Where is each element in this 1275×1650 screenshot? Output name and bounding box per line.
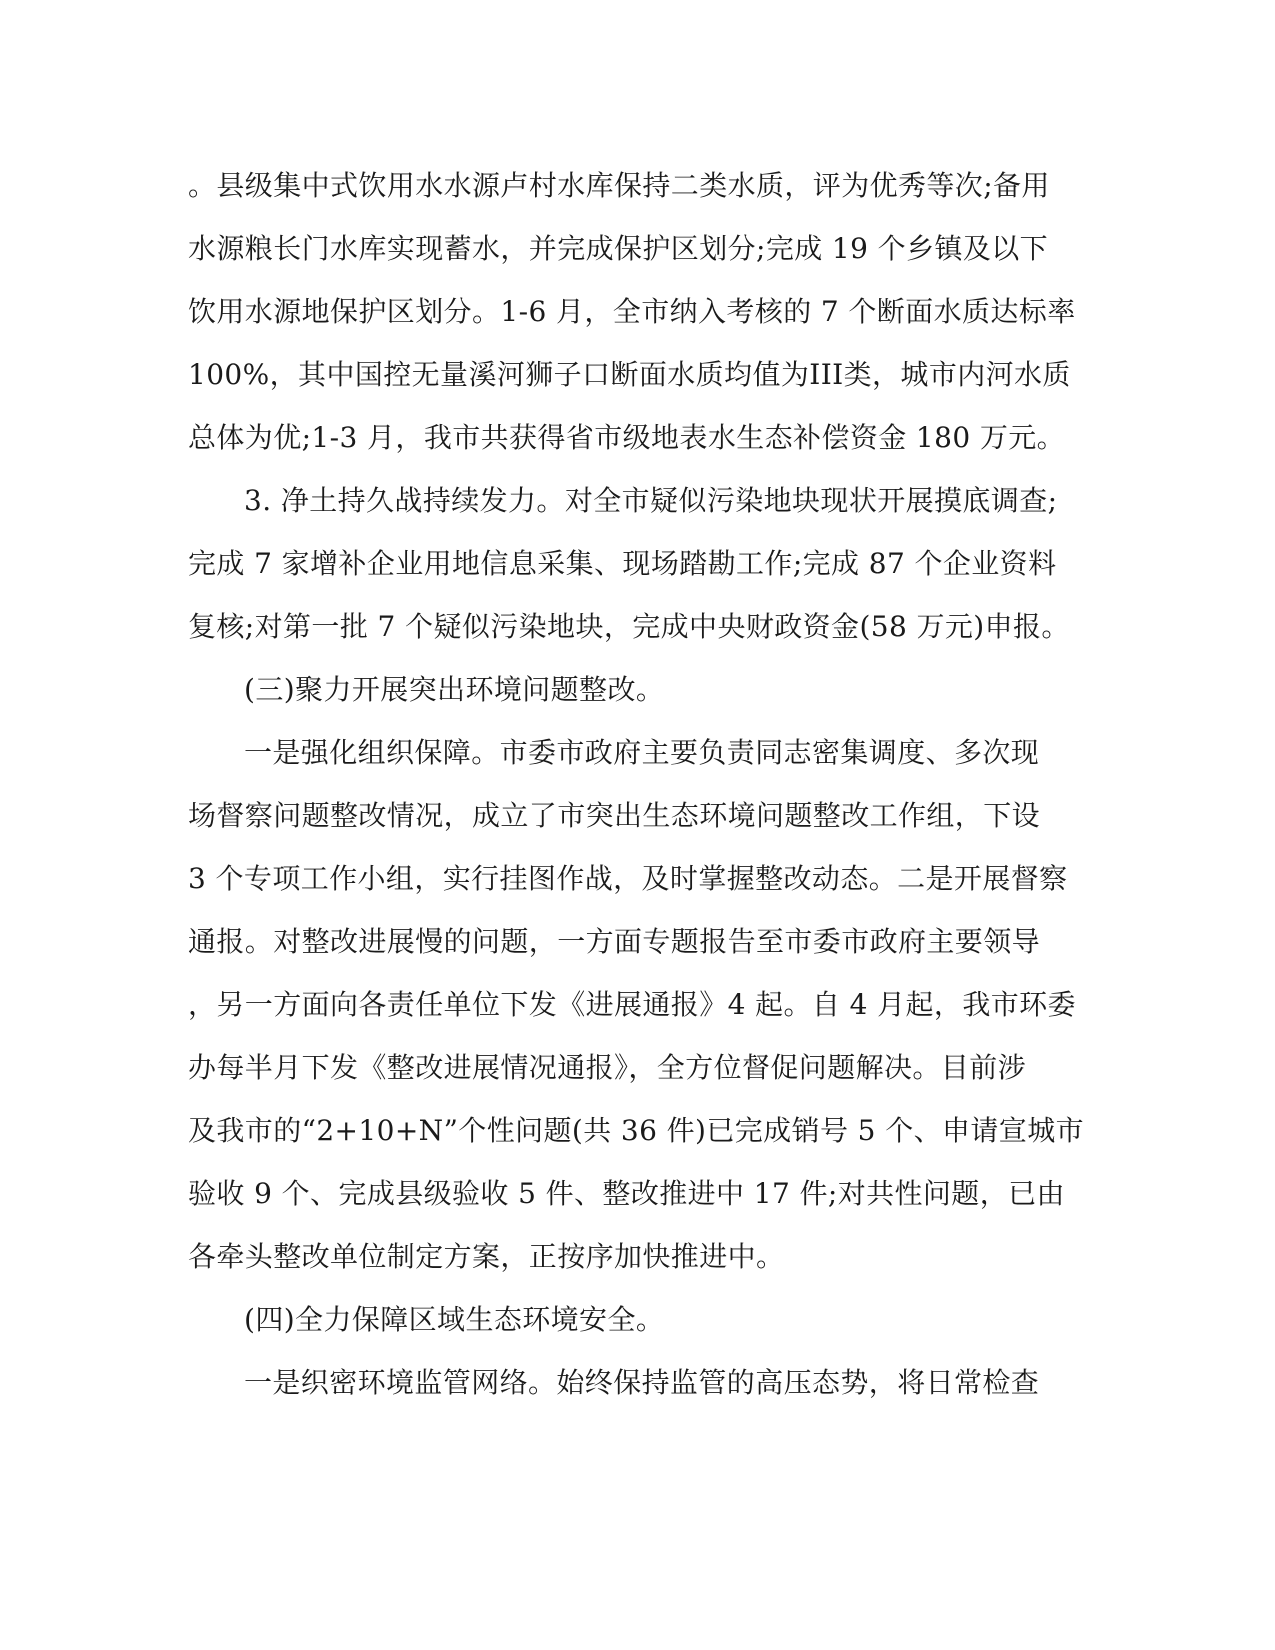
text-line: 饮用水源地保护区划分。1-6 月，全市纳入考核的 7 个断面水质达标率 [188, 295, 1076, 328]
text-line: 通报。对整改进展慢的问题，一方面专题报告至市委市政府主要领导 [188, 925, 1041, 958]
text-line: 复核;对第一批 7 个疑似污染地块，完成中央财政资金(58 万元)申报。 [188, 610, 1070, 643]
text-line: 各牵头整改单位制定方案，正按序加快推进中。 [188, 1240, 785, 1273]
text-line: 水源粮长门水库实现蓄水，并完成保护区划分;完成 19 个乡镇及以下 [188, 232, 1049, 265]
text-line: 100%，其中国控无量溪河狮子口断面水质均值为III类，城市内河水质 [188, 358, 1071, 391]
text-line: ，另一方面向各责任单位下发《进展通报》4 起。自 4 月起，我市环委 [188, 988, 1076, 1021]
text-line: 及我市的“2+10+N”个性问题(共 36 件)已完成销号 5 个、申请宣城市 [188, 1114, 1084, 1147]
text-line: 。县级集中式饮用水水源卢村水库保持二类水质，评为优秀等次;备用 [188, 169, 1050, 202]
text-line: 验收 9 个、完成县级验收 5 件、整改推进中 17 件;对共性问题，已由 [188, 1177, 1065, 1210]
text-line: 场督察问题整改情况，成立了市突出生态环境问题整改工作组，下设 [188, 799, 1041, 832]
paragraph-start-line: 一是织密环境监管网络。始终保持监管的高压态势，将日常检查 [244, 1366, 1040, 1399]
paragraph-start-line: 3. 净土持久战持续发力。对全市疑似污染地块现状开展摸底调查; [244, 484, 1058, 517]
body-text [188, 154, 1088, 1414]
paragraph-start-line: 一是强化组织保障。市委市政府主要负责同志密集调度、多次现 [244, 736, 1040, 769]
text-line: 总体为优;1-3 月，我市共获得省市级地表水生态补偿资金 180 万元。 [188, 421, 1066, 454]
text-line: 3 个专项工作小组，实行挂图作战，及时掌握整改动态。二是开展督察 [188, 862, 1068, 895]
text-line: 完成 7 家增补企业用地信息采集、现场踏勘工作;完成 87 个企业资料 [188, 547, 1057, 580]
section-heading: (四)全力保障区域生态环境安全。 [244, 1303, 665, 1336]
section-heading: (三)聚力开展突出环境问题整改。 [244, 673, 665, 706]
text-line: 办每半月下发《整改进展情况通报》，全方位督促问题解决。目前涉 [188, 1051, 1027, 1084]
